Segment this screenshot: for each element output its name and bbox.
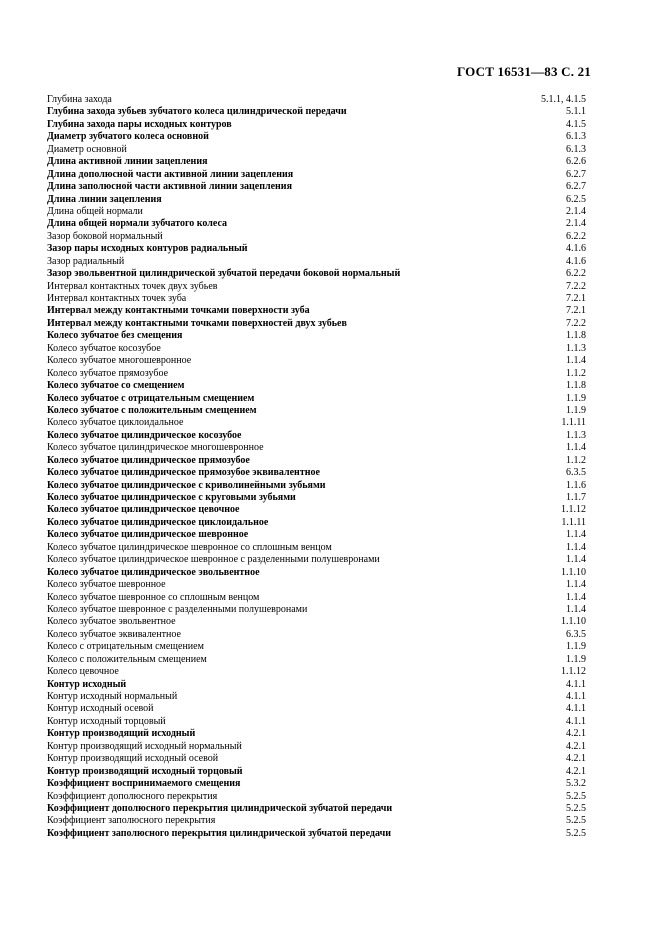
- index-term: Длина дополюсной части активной линии зацепления: [47, 168, 294, 180]
- index-term: Коэффициент дополюсного перекрытия: [47, 790, 218, 802]
- index-term: Колесо зубчатое цилиндрическое цевочное: [47, 504, 240, 516]
- index-term: Колесо зубчатое цилиндрическое косозубое: [47, 429, 242, 441]
- index-reference: 1.1.4: [566, 355, 586, 367]
- index-reference: 5.2.5: [566, 815, 586, 827]
- index-entry: [47, 815, 586, 827]
- index-reference: 6.1.3: [566, 131, 586, 143]
- index-reference: 2.1.4: [566, 205, 586, 217]
- index-term: Диаметр основной: [47, 143, 127, 155]
- index-term: Длина общей нормали: [47, 205, 143, 217]
- index-entry: [47, 231, 586, 243]
- index-entry: [47, 728, 586, 740]
- index-term: Колесо цевочное: [47, 666, 119, 678]
- index-reference: 1.1.4: [566, 554, 586, 566]
- index-entry: [47, 778, 586, 790]
- index-term: Колесо зубчатое эвольвентное: [47, 616, 176, 628]
- index-reference: 1.1.10: [561, 566, 586, 578]
- index-reference: 4.1.1: [566, 678, 586, 690]
- index-term: Длина активной линии зацепления: [47, 156, 208, 168]
- index-entry: [47, 592, 586, 604]
- index-list: [47, 94, 586, 840]
- index-term: Глубина захода пары исходных контуров: [47, 118, 232, 130]
- index-reference: 4.2.1: [566, 765, 586, 777]
- index-reference: 5.3.2: [566, 778, 586, 790]
- index-reference: 1.1.6: [566, 479, 586, 491]
- index-term: Колесо зубчатое цилиндрическое многошевронное: [47, 442, 264, 454]
- index-reference: 6.2.5: [566, 193, 586, 205]
- index-reference: 4.1.5: [566, 118, 586, 130]
- index-reference: 6.2.7: [566, 168, 586, 180]
- index-term: Колесо зубчатое без смещения: [47, 330, 183, 342]
- index-term: Колесо зубчатое шевронное с разделенными полушевронами: [47, 603, 308, 615]
- index-term: Коэффициент заполюсного перекрытия: [47, 815, 216, 827]
- index-reference: 1.1.3: [566, 342, 586, 354]
- index-term: Колесо зубчатое цилиндрическое прямозубое: [47, 454, 250, 466]
- index-reference: 1.1.4: [566, 442, 586, 454]
- index-reference: 5.1.1, 4.1.5: [541, 94, 586, 105]
- index-term: Коэффициент воспринимаемого смещения: [47, 778, 241, 790]
- index-entry: [47, 492, 586, 504]
- index-entry: [47, 741, 586, 753]
- index-entry: [47, 828, 586, 840]
- index-reference: 1.1.2: [566, 367, 586, 379]
- index-term: Колесо зубчатое цилиндрическое шевронное: [47, 529, 249, 541]
- index-term: Колесо зубчатое цилиндрическое прямозубое эквивалентное: [47, 467, 320, 479]
- index-entry: [47, 305, 586, 317]
- index-entry: [47, 181, 586, 193]
- index-reference: 6.2.2: [566, 268, 586, 280]
- index-term: Зазор эвольвентной цилиндрической зубчатой передачи боковой нормальный: [47, 268, 401, 280]
- index-term: Контур исходный: [47, 678, 127, 690]
- index-reference: 6.2.6: [566, 156, 586, 168]
- index-entry: [47, 156, 586, 168]
- index-entry: [47, 368, 586, 380]
- index-reference: 6.2.7: [566, 181, 586, 193]
- index-term: Колесо зубчатое цилиндрическое с круговыми зубьями: [47, 492, 296, 503]
- index-term: Интервал контактных точек зуба: [47, 293, 187, 304]
- index-term: Контур производящий исходный осевой: [47, 753, 219, 765]
- index-reference: 7.2.2: [566, 317, 586, 329]
- index-entry: [47, 144, 586, 156]
- index-entry: [47, 567, 586, 579]
- index-entry: [47, 629, 586, 641]
- page-header: ГОСТ 16531—83 С. 21: [457, 64, 591, 79]
- index-entry: [47, 169, 586, 181]
- index-entry: [47, 330, 586, 342]
- index-entry: [47, 106, 586, 118]
- index-reference: 4.1.6: [566, 255, 586, 267]
- index-term: Коэффициент дополюсного перекрытия цилиндрической зубчатой передачи: [47, 802, 393, 814]
- index-reference: 6.1.3: [566, 143, 586, 155]
- index-term: Глубина захода: [47, 94, 112, 105]
- index-term: Зазор радиальный: [47, 255, 125, 267]
- index-entry: [47, 318, 586, 330]
- index-reference: 1.1.4: [566, 591, 586, 603]
- index-reference: 4.1.1: [566, 715, 586, 727]
- index-entry: [47, 641, 586, 653]
- index-entry: [47, 654, 586, 666]
- index-entry: [47, 480, 586, 492]
- index-reference: 1.1.2: [566, 454, 586, 466]
- index-entry: [47, 243, 586, 255]
- index-term: Колесо зубчатое многошевронное: [47, 355, 192, 367]
- index-entry: [47, 405, 586, 417]
- index-term: Колесо зубчатое шевронное со сплошным венцом: [47, 591, 260, 603]
- index-reference: 1.1.4: [566, 579, 586, 591]
- index-entry: [47, 393, 586, 405]
- index-entry: [47, 293, 586, 305]
- index-term: Колесо зубчатое со смещением: [47, 380, 185, 392]
- index-term: Колесо зубчатое цилиндрическое шевронное со сплошным венцом: [47, 541, 332, 553]
- index-term: Контур производящий исходный торцовый: [47, 765, 243, 777]
- index-entry: [47, 194, 586, 206]
- index-reference: 1.1.9: [566, 641, 586, 653]
- index-term: Контур исходный осевой: [47, 703, 154, 715]
- index-reference: 6.3.5: [566, 467, 586, 479]
- index-entry: [47, 504, 586, 516]
- index-entry: [47, 616, 586, 628]
- index-term: Интервал между контактными точками поверхностей двух зубьев: [47, 317, 347, 329]
- index-entry: [47, 455, 586, 467]
- index-reference: 5.2.5: [566, 827, 586, 839]
- index-term: Контур производящий исходный: [47, 728, 196, 740]
- index-entry: [47, 94, 586, 106]
- index-term: Колесо зубчатое цилиндрическое шевронное с разделенными полушевронами: [47, 554, 380, 566]
- index-reference: 1.1.12: [561, 504, 586, 516]
- index-term: Интервал между контактными точками поверхности зуба: [47, 305, 310, 317]
- index-term: Длина линии зацепления: [47, 193, 162, 205]
- index-entry: [47, 430, 586, 442]
- index-term: Колесо зубчатое цилиндрическое эвольвентное: [47, 566, 260, 578]
- index-entry: [47, 604, 586, 616]
- index-term: Интервал контактных точек двух зубьев: [47, 280, 218, 292]
- index-reference: 4.1.6: [566, 243, 586, 255]
- index-reference: 4.1.1: [566, 691, 586, 702]
- index-reference: 1.1.8: [566, 330, 586, 342]
- index-entry: [47, 554, 586, 566]
- index-entry: [47, 579, 586, 591]
- index-reference: 5.2.5: [566, 790, 586, 802]
- index-term: Колесо зубчатое цилиндрическое с криволинейными зубьями: [47, 479, 326, 491]
- index-reference: 1.1.11: [561, 417, 586, 429]
- index-term: Колесо зубчатое с положительным смещением: [47, 404, 257, 416]
- index-entry: [47, 529, 586, 541]
- index-reference: 4.2.1: [566, 740, 586, 752]
- index-entry: [47, 766, 586, 778]
- index-reference: 7.2.1: [566, 293, 586, 304]
- index-reference: 7.2.1: [566, 305, 586, 317]
- index-term: Зазор боковой нормальный: [47, 230, 163, 242]
- index-reference: 4.1.1: [566, 703, 586, 715]
- index-entry: [47, 691, 586, 703]
- index-entry: [47, 256, 586, 268]
- index-term: Колесо зубчатое цилиндрическое циклоидальное: [47, 516, 269, 528]
- index-term: Колесо с отрицательным смещением: [47, 641, 204, 653]
- index-reference: 4.2.1: [566, 728, 586, 740]
- index-term: Глубина захода зубьев зубчатого колеса цилиндрической передачи: [47, 106, 347, 118]
- index-term: Колесо зубчатое циклоидальное: [47, 417, 184, 429]
- index-term: Длина заполюсной части активной линии зацепления: [47, 181, 292, 193]
- index-entry: [47, 380, 586, 392]
- index-term: Диаметр зубчатого колеса основной: [47, 131, 209, 143]
- index-reference: 1.1.9: [566, 404, 586, 416]
- index-entry: [47, 268, 586, 280]
- index-term: Колесо зубчатое с отрицательным смещением: [47, 392, 255, 404]
- index-entry: [47, 791, 586, 803]
- index-term: Контур исходный торцовый: [47, 715, 166, 727]
- index-reference: 1.1.10: [561, 616, 586, 628]
- index-entry: [47, 131, 586, 143]
- index-entry: [47, 517, 586, 529]
- index-entry: [47, 343, 586, 355]
- index-reference: 1.1.12: [561, 666, 586, 678]
- index-reference: 1.1.8: [566, 380, 586, 392]
- index-reference: 1.1.3: [566, 429, 586, 441]
- index-reference: 5.2.5: [566, 802, 586, 814]
- index-reference: 1.1.9: [566, 392, 586, 404]
- index-reference: 1.1.4: [566, 541, 586, 553]
- index-entry: [47, 467, 586, 479]
- index-term: Колесо зубчатое шевронное: [47, 579, 166, 591]
- index-entry: [47, 716, 586, 728]
- index-reference: 2.1.4: [566, 218, 586, 230]
- index-entry: [47, 703, 586, 715]
- index-reference: 1.1.4: [566, 603, 586, 615]
- index-entry: [47, 679, 586, 691]
- index-entry: [47, 442, 586, 454]
- index-entry: [47, 281, 586, 293]
- index-entry: [47, 218, 586, 230]
- index-reference: 7.2.2: [566, 280, 586, 292]
- index-entry: [47, 355, 586, 367]
- index-term: Колесо зубчатое косозубое: [47, 342, 161, 354]
- index-term: Контур исходный нормальный: [47, 691, 178, 702]
- index-entry: [47, 119, 586, 131]
- index-reference: 1.1.4: [566, 529, 586, 541]
- index-term: Контур производящий исходный нормальный: [47, 740, 242, 752]
- index-entry: [47, 753, 586, 765]
- index-reference: 1.1.7: [566, 492, 586, 503]
- index-entry: [47, 666, 586, 678]
- index-entry: [47, 206, 586, 218]
- index-term: Колесо с положительным смещением: [47, 653, 207, 665]
- index-term: Зазор пары исходных контуров радиальный: [47, 243, 248, 255]
- index-reference: 4.2.1: [566, 753, 586, 765]
- index-reference: 6.3.5: [566, 628, 586, 640]
- index-reference: 5.1.1: [566, 106, 586, 118]
- index-term: Коэффициент заполюсного перекрытия цилиндрической зубчатой передачи: [47, 827, 391, 839]
- index-reference: 6.2.2: [566, 230, 586, 242]
- index-entry: [47, 417, 586, 429]
- index-term: Длина общей нормали зубчатого колеса: [47, 218, 228, 230]
- index-reference: 1.1.9: [566, 653, 586, 665]
- index-reference: 1.1.11: [561, 516, 586, 528]
- index-term: Колесо зубчатое эквивалентное: [47, 628, 181, 640]
- index-entry: [47, 542, 586, 554]
- index-term: Колесо зубчатое прямозубое: [47, 367, 169, 379]
- index-entry: [47, 803, 586, 815]
